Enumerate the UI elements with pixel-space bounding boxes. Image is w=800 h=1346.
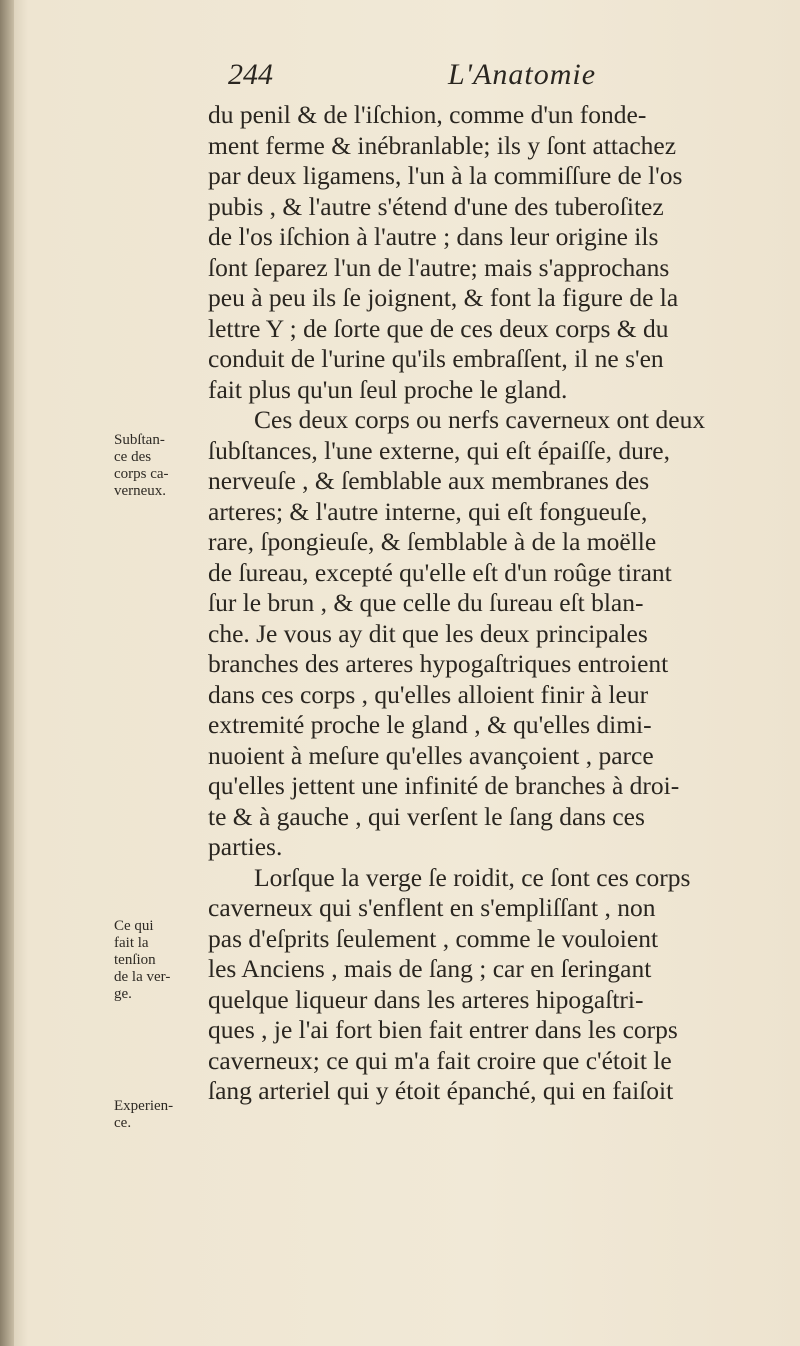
text-line: les Anciens , mais de ſang ; car en ſeringant bbox=[208, 954, 652, 983]
text-line: par deux ligamens, l'un à la commiſſure de l'os bbox=[208, 161, 683, 190]
text-line: te & à gauche , qui verſent le ſang dans ces bbox=[208, 801, 645, 831]
text-line: Lorſque la verge ſe roidit, ce ſont ces corps bbox=[254, 862, 691, 892]
text-line: du penil & de l'iſchion, comme d'un fonde- bbox=[208, 100, 647, 129]
page-number: 244 bbox=[228, 58, 273, 91]
text-line: caverneux; ce qui m'a fait croire que c'étoit le bbox=[208, 1045, 672, 1075]
text-line: quelque liqueur dans les arteres hipogaſtri- bbox=[208, 984, 644, 1014]
text-line: Ces deux corps ou nerfs caverneux ont deux bbox=[254, 405, 706, 434]
text-line: branches des arteres hypogaſtriques entroient bbox=[208, 649, 669, 678]
margin-note-tension: Ce qui fait la tenſion de la ver- ge. bbox=[114, 918, 171, 1002]
page-header bbox=[228, 58, 788, 98]
text-line: ques , je l'ai fort bien fait entrer dans les corps bbox=[208, 1015, 678, 1044]
text-line: nuoient à meſure qu'elles avançoient , parce bbox=[208, 740, 654, 770]
text-line: ſur le brun , & que celle du ſureau eſt blan- bbox=[208, 588, 644, 617]
text-line: extremité proche le gland , & qu'elles dimi- bbox=[208, 710, 652, 739]
text-line: lettre Y ; de ſorte que de ces deux corps & du bbox=[208, 313, 669, 343]
margin-note-substances: Subſtan- ce des corps ca- verneux. bbox=[114, 432, 169, 499]
text-line: arteres; & l'autre interne, qui eſt fongueuſe, bbox=[208, 496, 648, 526]
book-spine-shadow bbox=[0, 0, 14, 1346]
text-line: caverneux qui s'enflent en s'empliſſant , non bbox=[208, 893, 656, 922]
text-line: qu'elles jettent une infinité de branches à droi- bbox=[208, 771, 680, 800]
text-line: dans ces corps , qu'elles alloient finir à leur bbox=[208, 679, 649, 709]
text-line: de ſureau, excepté qu'elle eſt d'un roûge tirant bbox=[208, 557, 672, 587]
text-line: ment ferme & inébranlable; ils y ſont attachez bbox=[208, 130, 677, 160]
body-text bbox=[208, 100, 788, 1107]
margin-note-experience: Experien- ce. bbox=[114, 1098, 174, 1131]
text-line: peu à peu ils ſe joignent, & font la figure de la bbox=[208, 283, 679, 312]
text-line: rare, ſpongieuſe, & ſemblable à de la moëlle bbox=[208, 527, 657, 556]
text-line: ſont ſeparez l'un de l'autre; mais s'approchans bbox=[208, 252, 670, 282]
text-line: che. Je vous ay dit que les deux principales bbox=[208, 618, 648, 648]
text-line: ſang arteriel qui y étoit épanché, qui en faiſoit bbox=[208, 1076, 674, 1105]
text-line: de l'os iſchion à l'autre ; dans leur origine ils bbox=[208, 222, 659, 251]
text-line: parties. bbox=[208, 832, 283, 861]
text-line: pas d'eſprits ſeulement , comme le vouloient bbox=[208, 923, 659, 953]
text-line: fait plus qu'un ſeul proche le gland. bbox=[208, 374, 568, 404]
text-line: ſubſtances, l'une externe, qui eſt épaiſſe, dure, bbox=[208, 435, 671, 465]
running-title: L'Anatomie bbox=[448, 58, 597, 91]
text-line: pubis , & l'autre s'étend d'une des tuberoſitez bbox=[208, 191, 664, 221]
text-line: nerveuſe , & ſemblable aux membranes des bbox=[208, 466, 650, 495]
text-line: conduit de l'urine qu'ils embraſſent, il ne s'en bbox=[208, 344, 664, 373]
